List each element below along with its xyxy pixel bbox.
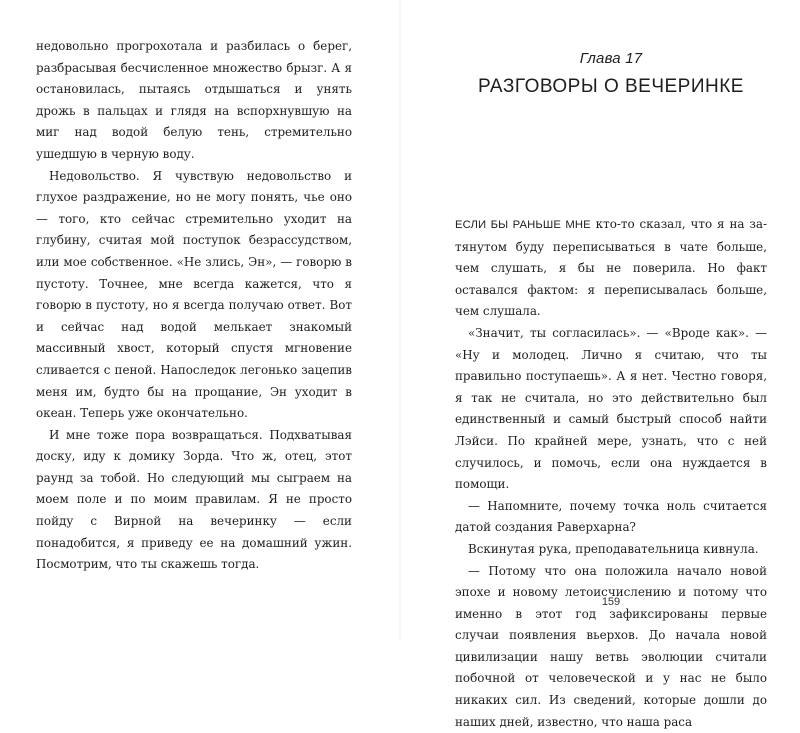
paragraph: И мне тоже пора возвращаться. Подхватывая доску, иду к домику Зорда. Что ж, отец, этот раунд за тобой. Но следующий мы сыграем на моем поле и по моим правилам. Я не просто пойду с Вирной на вечеринку — если понадобится, я приведу ее на домашний ужин. Посмотрим, что ты скажешь тогда.	[36, 425, 352, 576]
paragraph: «Значит, ты согласилась». — «Вроде как». — «Ну и молодец. Лично я считаю, что ты правильно поступаешь». А я нет. Честно говоря, я так не считала, но это действительно был единственный и самый быстрый способ найти Лэйси. По крайней мере, узнать, что с ней случилось, и помочь, если она нуждается в помощи.	[455, 323, 767, 496]
paragraph: — Потому что она положила начало новой эпохе и новому летоисчислению и потому что именно в этот год зафиксированы первые случаи появления вьерхов. До начала новой цивилизации нашу ветвь эволюции считали побочной от человеческой и у нас не было никаких сил. Из сведений, которые дошли до наших дней, известно, что наша раса	[455, 561, 767, 733]
right-page	[400, 0, 800, 640]
paragraph: — Напомните, почему точка ноль считается датой создания Раверхарна?	[455, 496, 767, 539]
paragraph: недовольно прогрохотала и разбилась о берег, разбрасывая бесчисленное множество брызг. А я остановилась, пытаясь отдышаться и унять дрожь в пальцах и глядя на вспорхнувшую на миг над водой белую тень, стремительно ушедшую в черную воду.	[36, 36, 352, 166]
lead-in-caps: ЕСЛИ БЫ РАНЬШЕ МНЕ	[455, 219, 591, 231]
right-page-text	[455, 214, 767, 733]
left-page-text	[36, 36, 352, 576]
paragraph: Недовольство. Я чувствую недовольство и глухое раздражение, но не могу понять, чье оно — того, кто сейчас стремительно уходит на глубину, считая мой поступок безрассудством, или мое собственное. «Не злись, Эн», — говорю в пустоту. Точнее, мне всегда кажется, что я говорю в пустоту, но я всегда получаю ответ. Вот и сейчас над водой мелькает знакомый массивный хвост, который спустя мгновение сливается с пеной. Напоследок легонько зацепив меня им, будто бы на прощание, Эн уходит в океан. Теперь уже окончательно.	[36, 166, 352, 425]
chapter-label: Глава 17	[455, 50, 767, 67]
opening-paragraph	[455, 214, 767, 323]
opening-paragraph-text: кто-то сказал, что я на затянутом буду переписываться в чате больше, чем слушать, я бы не поверила. Но факт оставался фактом: я переписывалась больше, чем слушала.	[455, 217, 767, 318]
page-number: 159	[455, 596, 767, 608]
chapter-title: РАЗГОВОРЫ О ВЕЧЕРИНКЕ	[455, 76, 767, 98]
left-page	[0, 0, 400, 640]
paragraph: Вскинутая рука, преподавательница кивнула.	[455, 539, 767, 561]
